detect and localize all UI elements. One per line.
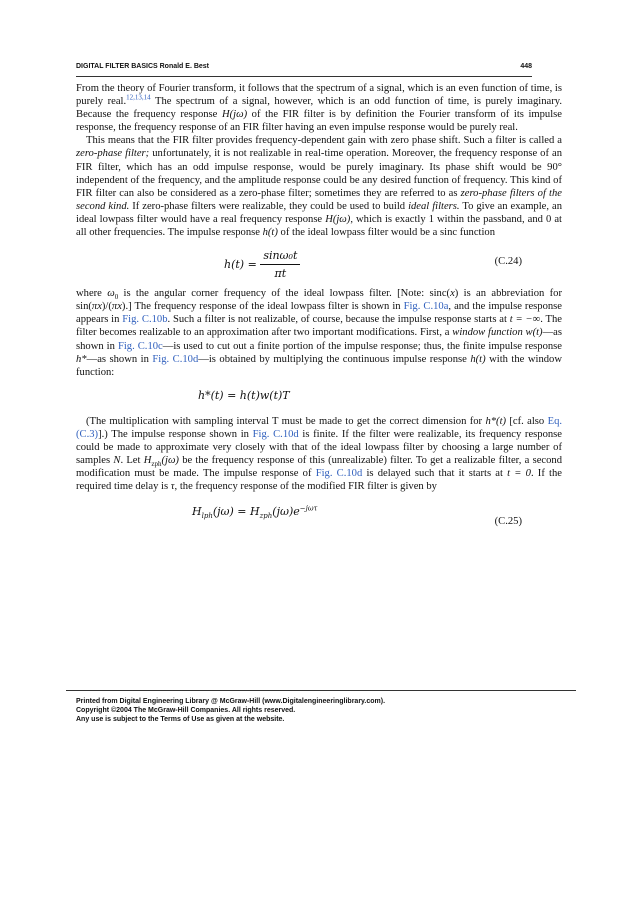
equation-c25: $H_{lph}(j\omega) = H_{zph}(j\omega)e^{-j\omega\tau}$ (C.25) [192,504,522,528]
figure-link[interactable]: Fig. C.10a [403,301,449,313]
paragraph-3: where $\omega_0$ is the angular corner frequency of the ideal lowpass filter. [Note: sinc(x) is an abbreviation for sin(πx)/(πx).] The frequency response of the ideal lowpass filter is shown in Fig. C.10a, and the impulse response appears in Fig. C.10b. Such a filter is not realizable, of course, because the impulse response starts at t = −∞. The filter becomes realizable to an approximation after two important modifications. First, a window function w(t)—as shown in Fig. C.10c—is used to cut out a finite portion of the impulse response; thus, the finite impulse response h*—as shown in Fig. C.10d—is obtained by multiplying the continuous impulse response h(t) with the window function: [76,288,563,378]
page-number: 448 [520,63,532,70]
equation-number: (C.24) [494,256,522,268]
footer: Printed from Digital Engineering Library @ McGraw-Hill (www.Digitalengineeringlibrary.com). Copyright ©2004 The McGraw-Hill Companies. All rights reserved. Any use is subject to the Terms of Use as given at the website. [76,698,386,723]
equation-number: (C.25) [494,516,522,528]
figure-link[interactable]: Fig. C.10c [117,340,163,352]
equation-c24: h(t) = $\frac{\text{sinω₀t}}{\pi t}$ (C.24) [224,249,522,281]
equation-link[interactable]: Eq. (C.3) [76,415,563,440]
equation-window: h*(t) = h(t)w(t)T [198,388,290,402]
paragraph-2: This means that the FIR filter provides frequency-dependent gain with zero phase shift. Such a filter is called a zero-phase filter; unfortunately, it is not realizable in real-time operation. Moreover, the frequency response of an FIR filter, which has an odd impulse response, would be purely imaginary. Its phase shift would be 90° independent of the frequency, and the amplitude response could be any desired function of frequency. This kind of FIR filter can also be considered as a zero-phase filter; sometimes they are referred to as zero-phase filters of the second kind. If zero-phase filters were realizable, they could be used to build ideal filters. To give an example, an ideal lowpass filter would have a real frequency response H(jω), which is exactly 1 within the passband, and 0 at all other frequencies. The impulse response h(t) of the ideal lowpass filter would be a sinc function [76,135,562,239]
paragraph-1: From the theory of Fourier transform, it follows that the spectrum of a signal, which is an even function of time, is purely real.$^{12,13,14}$ The spectrum of a signal, however, which is an odd function of time, is purely imaginary. Because the frequency response H(jω) of the FIR filter is by definition the Fourier transform of its impulse response, the frequency response of an FIR filter having an even impulse response would be purely real. [76,83,563,134]
header-title: DIGITAL FILTER BASICS Ronald E. Best [76,63,210,70]
page-body [76,82,562,533]
figure-link[interactable]: Fig. C.10b [122,314,168,326]
figure-link[interactable]: Fig. C.10d [152,353,199,365]
paragraph-4: (The multiplication with sampling interval T must be made to get the correct dimension for h*(t) [cf. also Eq. (C.3)].) The impulse response shown in Fig. C.10d is finite. If the filter were realizable, its frequency response could be made to approximate very closely with that of the ideal lowpass filter by choosing a large number of samples N. Let $H_{zph}(j\omega)$ be the frequency response of this (unrealizable) filter. To get a realizable filter, a second modification must be made. The impulse response of Fig. C.10d is delayed such that it starts at t = 0. If the required time delay is τ, the frequency response of the modified FIR filter is given by [76,415,563,493]
reference-superscript[interactable]: 12,13,14 [126,93,151,102]
figure-link[interactable]: Fig. C.10d [252,428,299,440]
footer-rule [66,690,576,691]
running-header [76,63,532,70]
figure-link[interactable]: Fig. C.10d [315,468,363,480]
header-rule [76,76,532,77]
